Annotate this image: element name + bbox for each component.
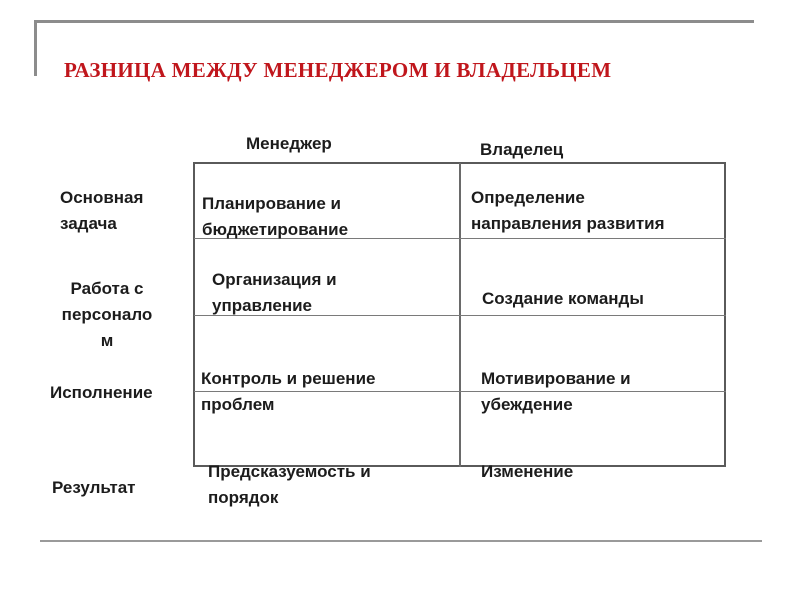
column-header-manager: Менеджер	[246, 134, 332, 153]
cell-owner-main-task: Определение направления развития	[471, 188, 665, 233]
cell-owner-staff-work: Создание команды	[482, 289, 644, 308]
column-header-owner: Владелец	[480, 140, 564, 159]
slide-title: РАЗНИЦА МЕЖДУ МЕНЕДЖЕРОМ И ВЛАДЕЛЬЦЕМ	[64, 58, 612, 82]
cell-owner-execution: Мотивирование и убеждение	[481, 369, 631, 414]
cell-owner-result: Изменение	[481, 462, 574, 481]
cell-manager-execution: Контроль и решение проблем	[201, 369, 376, 414]
cell-manager-main-task: Планирование и бюджетирование	[202, 194, 349, 239]
cell-manager-staff-work: Организация и управление	[212, 270, 337, 315]
row-label-execution: Исполнение	[50, 383, 153, 402]
slide-frame-left-line	[34, 20, 37, 76]
row-label-result: Результат	[52, 478, 136, 497]
row-label-main-task: Основная задача	[60, 188, 144, 233]
row-label-staff-work: Работа с персонало м	[61, 279, 153, 350]
slide-bottom-line	[40, 540, 762, 542]
slide-frame-top-line	[34, 20, 754, 23]
cell-manager-result: Предсказуемость и порядок	[208, 462, 371, 507]
